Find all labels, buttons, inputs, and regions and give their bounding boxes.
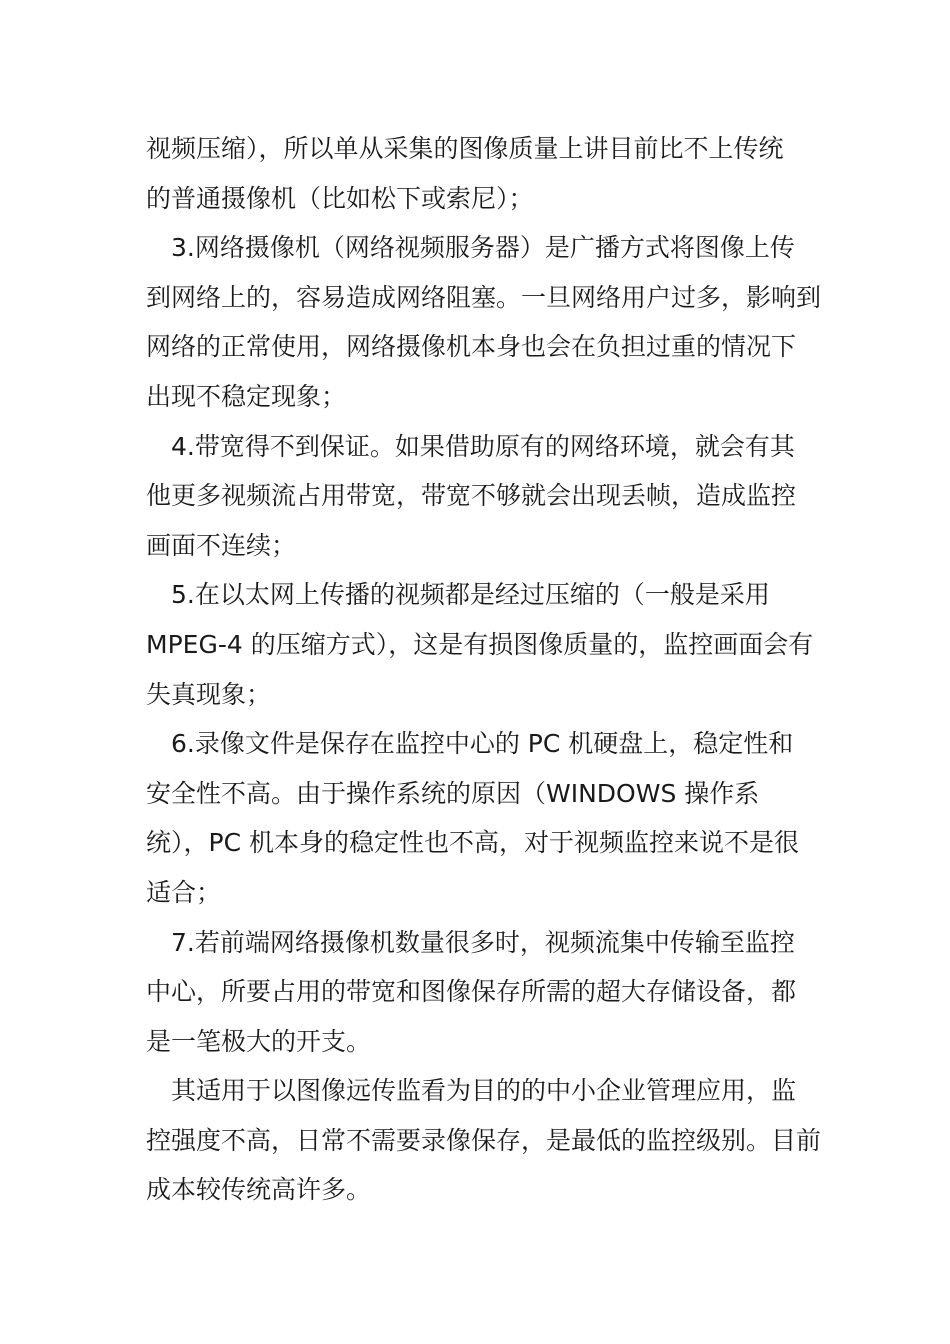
text-line: 其适用于以图像远传监看为目的的中小企业管理应用，监 (171, 1076, 797, 1106)
text-line: MPEG-4 的压缩方式），这是有损图像质量的，监控画面会有 (146, 629, 814, 659)
paragraph-summary (146, 1066, 822, 1215)
paragraph-item-7 (146, 918, 808, 1067)
text-line: 失真现象； (146, 679, 272, 709)
text-line: 画面不连续； (146, 530, 297, 560)
text-line: 5.在以太网上传播的视频都是经过压缩的（一般是采用 (171, 580, 770, 610)
text-line: 控强度不高，日常不需要录像保存，是最低的监控级别。目前 (146, 1125, 822, 1155)
paragraph-item-4 (146, 422, 808, 571)
text-line: 的普通摄像机（比如松下或索尼）； (146, 183, 534, 213)
text-line: 视频压缩），所以单从采集的图像质量上讲目前比不上传统 (146, 134, 784, 163)
paragraph-item-5 (146, 570, 814, 719)
text-line: 到网络上的，容易造成网络阻塞。一旦网络用户过多，影响到 (146, 282, 822, 312)
document-body (146, 124, 822, 1215)
text-line: 网络的正常使用，网络摄像机本身也会在负担过重的情况下 (146, 332, 797, 362)
text-line: 7.若前端网络摄像机数量很多时，视频流集中传输至监控 (171, 927, 795, 957)
text-line: 统），PC 机本身的稳定性也不高，对于视频监控来说不是很 (146, 828, 799, 858)
text-line: 4.带宽得不到保证。如果借助原有的网络环境，就会有其 (171, 431, 795, 461)
text-line: 出现不稳定现象； (146, 381, 347, 411)
text-line: 适合； (146, 877, 222, 907)
text-line: 安全性不高。由于操作系统的原因（WINDOWS 操作系 (146, 778, 760, 808)
text-line: 他更多视频流占用带宽，带宽不够就会出现丢帧，造成监控 (146, 481, 797, 511)
text-line: 是一笔极大的开支。 (146, 1026, 372, 1056)
paragraph-continuation (146, 124, 808, 223)
text-line: 6.录像文件是保存在监控中心的 PC 机硬盘上，稳定性和 (171, 729, 794, 759)
text-line: 3.网络摄像机（网络视频服务器）是广播方式将图像上传 (171, 233, 795, 263)
text-line: 中心，所要占用的带宽和图像保存所需的超大存储设备，都 (146, 977, 797, 1007)
paragraph-item-3 (146, 223, 822, 421)
paragraph-item-6 (146, 719, 808, 917)
text-line: 成本较传统高许多。 (146, 1175, 372, 1205)
